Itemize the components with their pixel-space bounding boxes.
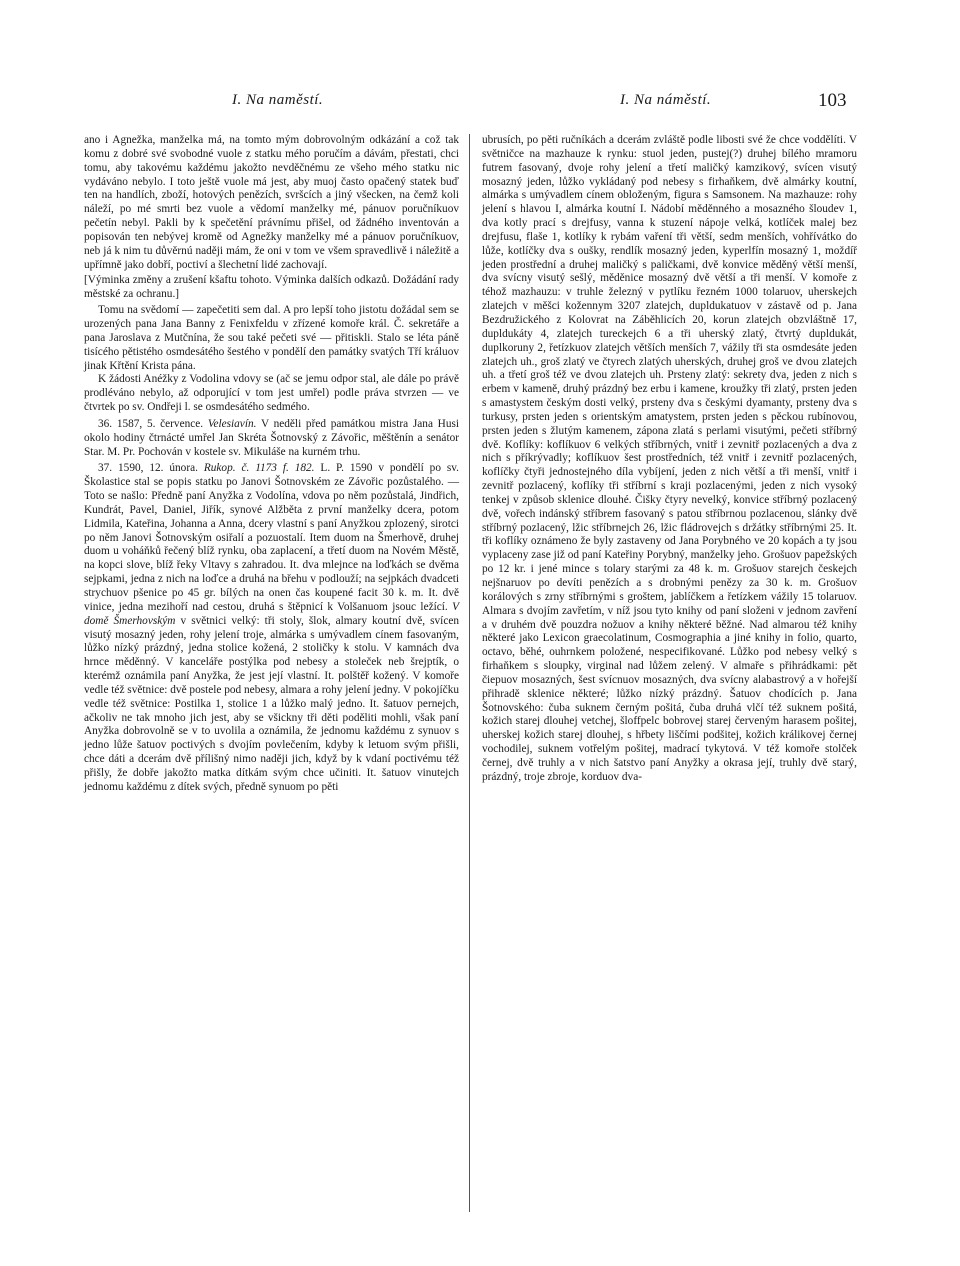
- column-divider: [469, 134, 470, 1212]
- entry-37-house-heading: V domě Šmerhovským: [84, 600, 460, 627]
- paragraph-sealing: Tomu na svědomí — zapečetiti sem dal. A pro lepší toho jistotu dožádal sem se urozených pana Jana Banny z Fenixfeldu v zřízené komoře král. Č. sekretáře a pana Jaroslava z Mutčnína, že sou také pečeti své — přitiskli. Stalo se léta páně tisícého pětistého osmdesátého šestého v pondělí den památky svatých Tří králuov jinak Křtění Krista pána.: [84, 304, 459, 372]
- entry-37: [84, 462, 459, 794]
- running-head-left: I. Na naměstí.: [232, 92, 324, 108]
- entry-37-text-continued: v světnici velký: tři stoly, šlok, almary koutní dvě, svícen visutý mosazný jeden, rohy jelení troje, almárka s umývadlem cínem fasovaným, lůžko nízký prázdný, jedna stolice kožená, 2 stoličky k stolu. V kamnách dva hrnce měděnný. V kanceláře postýlka pod nebesy a stoleček neb šrejptík, o kterémž oznámila paní Anyžka, že jest její vlastní. It. polštěř kožený. V komoře vedle též světnice: dvě postele pod nebesy, almara a rohy jelení jedny. V pokojíčku vedle též světnice: Postilka 1, stolice 1 a lůžko malý jedno. It. šatuov pernejch, ačkoliv ne tak mnoho jich jest, aby se všickny tři děti poděliti mohli, však paní Anyžka dobrovolně se v to uvolila a oznámila, že jednomu každému z synuov s jedno lůže šatuov poctivých s dvojím povlečením, kdyby k letuom svým přišli, chce dáti a dcerám dvě přílišný nimo naději jich, když by k vdaní poctivému též přišly, že dobře jakožto matka dítkám svým chce učiniti. It. šatuov vinutejch jednomu každému z dítek svých, předně synuom po pěti: [84, 614, 459, 793]
- editorial-bracket-note: [Výminka změny a zrušení kšaftu tohoto. Výminka dalších odkazů. Dožádání rady městské za ochranu.]: [84, 274, 459, 301]
- entry-37-label: 37. 1590, 12. února.: [98, 462, 198, 475]
- entry-36-text: V neděli před památkou mistra Jana Husi okolo hodiny čtrnácté umřel Jan Skréta Šotnovský z Závořic, měštěnín a senátor Star. M. Pr. Pochován v kostele sv. Mikuláše na kurném trhu.: [84, 417, 460, 458]
- left-column: [84, 134, 459, 795]
- entry-37-source: Rukop. č. 1173 f. 182.: [203, 462, 315, 475]
- page-number: 103: [818, 90, 847, 111]
- running-head-right: I. Na náměstí.: [620, 92, 712, 108]
- paragraph-confirmation: K žádosti Anéžky z Vodolina vdovy se (ač se jemu odpor stal, ale dále po právě prodléváno nebylo, až odporující v tom jest umřel) podle práva stvrzen — ve čtvrtek po sv. Ondřeji l. se osmdesátého sedmého.: [84, 373, 459, 414]
- entry-36-source: Velesiavín.: [207, 417, 257, 430]
- paragraph-testament-end: ano i Agnežka, manželka má, na tomto mým dobrovolným odkázání a což tak komu z dobré své svobodné vuole z statku mého poručím a dávám, přestati, chci tomu, aby takovému každému jakožto nevděčnému ze všeho mého statku nic vydáváno nebylo. I toto ještě vuole má jest, aby muoj často opačený statek buď ten na handlích, zboží, hotových penězích, svršcích a jiný všecken, na čemž koli náleží, po mé smrti bez vuole a vědomí manželky mé, pánuov poručníkuov pečetín nebyl. Pakli by k spečetění právnímu přišel, od žádného inventován a popisován ten nebývej kromě od Agnežky manželky mé a pánuov poručníkuov, neb já k nim tu důvěrnú naději mám, že oni v tom ve všem spravedlivě i náležitě a upřímně jako dobří, poctiví a šlechetní lidé zachovají.: [84, 134, 459, 271]
- right-column: [482, 134, 857, 785]
- entry-37-text: L. P. 1590 v pondělí po sv. Školastice stal se popis statku po Janovi Šotnovském ze Závořic pozůstalého. — Toto se našlo: Předně paní Anyžka z Vodolína, vdova po něm pozůstalá, Jindřich, Kundrát, Pavel, Daniel, Jiřík, synové Alžběta z první manželky dcera, potom Lidmila, Kateřina, Johanna a Anna, dcery vlastní s paní Anyžkou zplozený, sirotci po něm Janovi Šotnovským osiřalí a pozuostalí. Item duom na Šmerhově, druhej duom u voháňků řečený blíž rynku, oba zaplacení, a třetí duom na Novém Městě, na kopci slove, blíž řeky Vltavy s zahradou. It. dva mlejnce na loďkách se dvěma sejpkami, jedna z nich na loďce a druhá na břehu v podlouží; na sejpkách dvadceti strychuov pšenice po 45 gr. bílých na onen čas koupené facit 30 k. m. It. dvě vinice, jedna mezihoří nad cestou, druhá s štěpnicí k Volšanuom jsouc ležící.: [84, 462, 460, 613]
- paragraph-inventory-continued: ubrusích, po pěti ručníkách a dcerám zvláště podle libosti své že chce voddělíti. V světničce na mazhauze k rynku: stuol jeden, pustej(?) druhej bílého mramoru futrem fasovaný, dvoje rohy jelení a třetí maličký kamzikový, svícen visutý mosazný jeden, lůžko vykládaný pod nebesy s firhaňkem, dvě almárky koutní, almárka s umývadlem cínem obloženým, figura s Samsonem. Na mazhauze: rohy jelení s hlavou I, almárka koutní I. Nádobí měděnného a mosazného šloudev 1, dva kotly prací s drejfusy, vanna k stuzení nápoje velká, kotlíček malej bez drejfusu, flaše 1, kotlíky k rybám vaření tři větší, sedm menších, vohřívátko do lůže, kotlíčky dva s oušky, rendlík mosazný jeden, kyperlfín mosazný 1, moždíř jeden prostřední a druhej maličký s paličkami, dvě konvice měděný větší menší, dva svícny visutý sešlý, měděnice mosazný dvě větší a tři menší. V komoře z téhož mazhauzu: v truhle železný v pytlíku řezném 1000 tolaruov, uherskejch zlatejch v měšci kožennym 3207 zlatejch, dupldukatuov v zástavě od p. Jana Bezdružického z Kolovrat na Záběhlicích 20, korun zlatejch obzvláštně 17, dupldukáty 4, zlatejch tureckejch 6 a tři uherský zlatý, čtvrtý dupldukát, duplkoruny 2, řetízkuov zlatejch větších menších 7, vážily tři sta osmdesáte jeden zlatejch uh., groš zlatý ve čtyrech zlatých uherských, druhej groš ve dvou zlatejch uh. a třetí groš též ve dvou zlatejch uh. Prsteny zlatý: sekrety dva, jeden z nich s erbem v kameně, druhý prázdný bez erbu i kamene, kroužky tři zlatý, prsten jeden s amastystem českým dosti velký, prsteny dva s českými dyamanty, prsteny dva s turkusy, prsten jeden s orientským amatystem, prsten jeden s pěckou rubínovou, prsten jeden s žlutým kamenem, zápona zlatá s perlami visutými, pečeti stříbrný dvě. Koflíky: koflíkuov 6 velkých stříbrných, vnitř i zevnitř pozlacených a dva z nich s příkrývadly; koflíkuov šest prostředních, též vnitř i zevnitř pozlacených, koflíčky čtyři jednostejného díla vybíjení, jeden z nich větší a tři menší, vnitř i zevnitř pozlacený, koflíky tři stříbrní s kraji pozlacenými, jeden z nich vysoký tenkej v způsob sklenice dlouhé. Čišky čtyry nevelký, konvice stříbrný pozlacený dvě, vořech indánský stříbrem fasovaný s patou stříbrnou pozlacenou, slánky dvě stříbrný pozlacený, lžic stříbrnejch 26, lžic fládrovejch s držátky stříbrnými 25. It. tři koflíky oznámeno že byly zastaveny od Jana Porybného ve 20 kopách a ty jsou vyplaceny zase již od paní Kateřiny Porybný, manželky jeho. Grošuov papežských po 12 kr. i jené mince s tolary starými za 48 k. m. Grošuov starejch českejch nejšnaruov po devíti penězích a s drobnými penězy za 30 k. m. Grošuov korálových s zrny stříbrnými s groštem, jablíčkem a řetízkem vážily 15 tolaruov. Almara s dvojím zavřetím, v níž jsou tyto knihy od paní složeni v jednom zavření a v druhém dvě pouzdra nožuov a knihy některé běžné. Nad almarou též knihy některé jako Lexicon graecolatinum, Cosmographia a jiné knihy in folio, quarto, octavo, běhé, ouhrnkem položené, nespecifikované. Lůžko pod nebesy velký s firhaňkem s sloupky, virginal nad lůžem zelený. V almaře s přihrádkami: pět čiepuov mosazných, šest svícnuov mosazných, dva svícny alabastrový a v hořejší přihradě sklenice některé; lůžko nízký prázdný. Šatuov chodících p. Jana Šotnovského: čuba suknem černým pošitá, čuba druhá vlčí též suknem pošitá, kožich starej dlouhej vetchej, šloffpelc bobrovej starej červeným harasem pošitej, uherskej kožich starej dlouhej, s hřbety liščími podšitej, kožich králikovej černej vochodilej, suknem votřelým pošitej, madrací tykytová. V též komoře stolček černej, dvě truhly a v nich šatstvo paní Anyžky a okrasa její, truhly dvě starý, prázdný, troje zbroje, korduov dva-: [482, 134, 857, 783]
- entry-36-label: 36. 1587, 5. července.: [98, 417, 204, 430]
- entry-36: [84, 418, 459, 460]
